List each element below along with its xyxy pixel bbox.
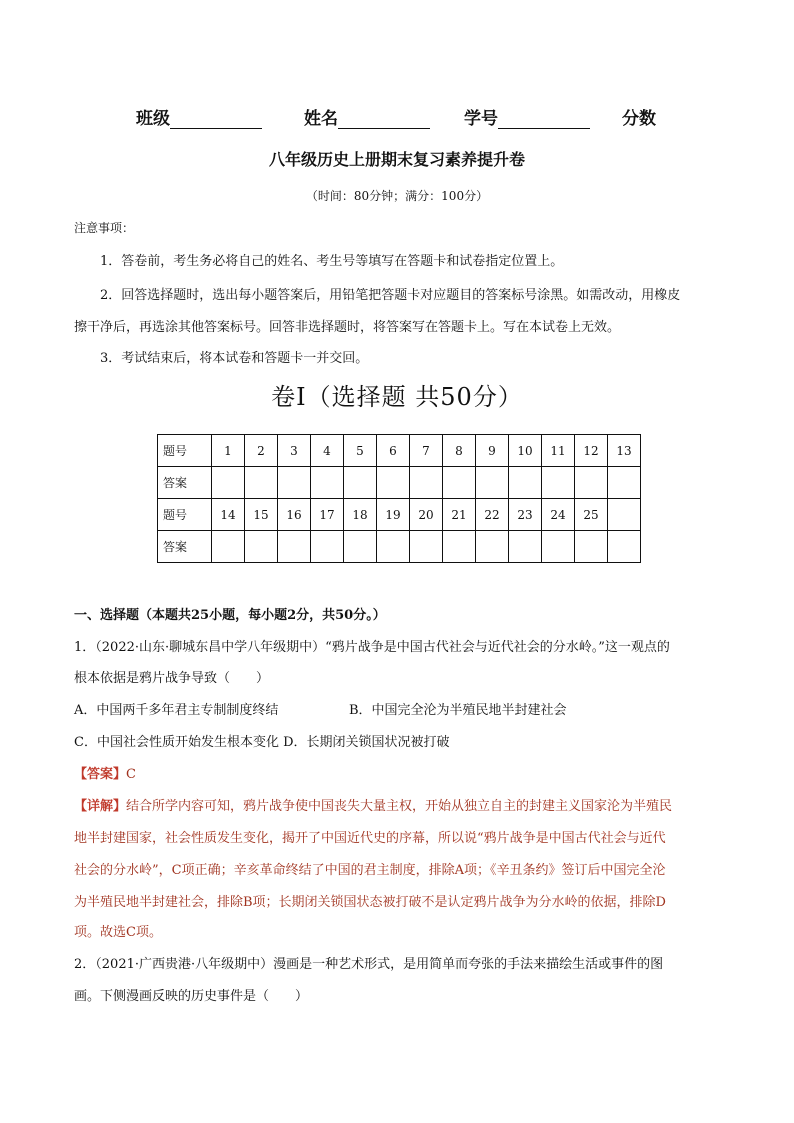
grid-number-cell: 14 [212,499,245,531]
section-title: 卷Ⅰ（选择题 共50分） [271,383,523,411]
name-field[interactable] [304,104,430,129]
grid-number-cell [608,499,641,531]
grid-number-cell: 21 [443,499,476,531]
grid-number-cell: 24 [542,499,575,531]
grid-answer-cell[interactable] [245,467,278,499]
grid-number-cell: 13 [608,435,641,467]
q1-stem-line1: 1．（2022·山东·聊城东昌中学八年级期中）“鸦片战争是中国古代社会与近代社会的分水岭。”这一观点的 [74,640,670,655]
grid-number-cell: 23 [509,499,542,531]
grid-row-label: 答案 [158,531,212,563]
notice-item-3: 3．考试结束后，将本试卷和答题卡一并交回。 [100,351,369,366]
grid-number-cell: 12 [575,435,608,467]
grid-number-cell: 8 [443,435,476,467]
notice-item-2-cont: 擦干净后，再选涂其他答案标号。回答非选择题时，将答案写在答题卡上。写在本试卷上无效。 [74,320,621,335]
name-blank[interactable] [338,112,430,129]
header-info-row [0,104,794,130]
q1-detail-line2: 地半封建国家，社会性质发生变化，揭开了中国近代史的序幕，所以说“鸦片战争是中国古代社会与近代 [74,831,666,846]
answer-label: 【答案】 [74,767,127,782]
grid-answer-cell[interactable] [608,531,641,563]
grid-number-row-2 [158,499,641,531]
grid-number-cell: 10 [509,435,542,467]
grid-answer-cell[interactable] [212,467,245,499]
grid-answer-cell[interactable] [212,531,245,563]
class-field[interactable] [136,104,262,129]
grid-answer-cell[interactable] [542,467,575,499]
answer-grid [157,434,641,563]
grid-number-cell: 15 [245,499,278,531]
class-label: 班级 [136,109,170,129]
grid-answer-cell[interactable] [575,531,608,563]
grid-number-cell: 5 [344,435,377,467]
class-blank[interactable] [170,112,262,129]
grid-number-cell: 18 [344,499,377,531]
grid-number-cell: 20 [410,499,443,531]
grid-answer-cell[interactable] [377,467,410,499]
grid-number-cell: 7 [410,435,443,467]
grid-answer-cell[interactable] [344,467,377,499]
exam-title: 八年级历史上册期末复习素养提升卷 [268,150,525,169]
grid-answer-row-1 [158,467,641,499]
exam-subtitle: （时间：80分钟；满分：100分） [305,189,489,203]
grid-answer-cell[interactable] [608,467,641,499]
grid-answer-cell[interactable] [278,467,311,499]
grid-number-row-1 [158,435,641,467]
detail-text: 结合所学内容可知，鸦片战争使中国丧失大量主权，开始从独立自主的封建主义国家沦为半殖民 [126,799,673,814]
grid-number-cell: 22 [476,499,509,531]
grid-number-cell: 17 [311,499,344,531]
grid-number-cell: 3 [278,435,311,467]
grid-number-cell: 25 [575,499,608,531]
name-label: 姓名 [304,109,338,129]
grid-number-cell: 16 [278,499,311,531]
q2-stem-line2: 画。下侧漫画反映的历史事件是（ ） [74,989,309,1004]
grid-answer-cell[interactable] [344,531,377,563]
q1-stem-line2: 根本依据是鸦片战争导致（ ） [74,671,270,686]
grid-answer-cell[interactable] [410,531,443,563]
grid-answer-cell[interactable] [542,531,575,563]
grid-row-label: 题号 [158,499,212,531]
grid-answer-cell[interactable] [443,531,476,563]
grid-answer-cell[interactable] [377,531,410,563]
q1-detail-line5: 项。故选C项。 [74,925,162,940]
q1-option-cd: C．中国社会性质开始发生根本变化 D．长期闭关锁国状况被打破 [74,735,450,750]
grid-answer-cell[interactable] [311,467,344,499]
grid-answer-cell[interactable] [311,531,344,563]
q1-option-b: B．中国完全沦为半殖民地半封建社会 [349,703,567,718]
grid-number-cell: 11 [542,435,575,467]
grid-number-cell: 2 [245,435,278,467]
grid-number-cell: 6 [377,435,410,467]
grid-answer-cell[interactable] [476,531,509,563]
grid-answer-cell[interactable] [575,467,608,499]
part1-title: 一、选择题（本题共25小题，每小题2分，共50分。） [74,608,386,623]
student-no-field[interactable] [464,104,590,129]
answer-value: C [126,767,136,782]
grid-row-label: 题号 [158,435,212,467]
q1-detail-line1 [74,795,794,814]
grid-answer-cell[interactable] [278,531,311,563]
q1-option-a: A．中国两千多年君主专制制度终结 [74,703,279,718]
notice-item-2: 2．回答选择题时，选出每小题答案后，用铅笔把答题卡对应题目的答案标号涂黑。如需改动，用橡皮 [100,288,681,303]
detail-label: 【详解】 [74,799,127,814]
grid-answer-cell[interactable] [443,467,476,499]
score-label: 分数 [622,109,656,129]
q1-detail-line3: 社会的分水岭”，C项正确；辛亥革命终结了中国的君主制度，排除A项；《辛丑条约》签订后中国完全沦 [74,863,666,878]
q1-detail-line4: 为半殖民地半封建社会，排除B项；长期闭关锁国状态被打破不是认定鸦片战争为分水岭的依据，排除D [74,895,666,910]
student-no-label: 学号 [464,109,498,129]
grid-number-cell: 9 [476,435,509,467]
grid-answer-cell[interactable] [245,531,278,563]
grid-answer-cell[interactable] [476,467,509,499]
notice-item-1: 1．答卷前，考生务必将自己的姓名、考生号等填写在答题卡和试卷指定位置上。 [100,254,564,269]
grid-row-label: 答案 [158,467,212,499]
grid-answer-row-2 [158,531,641,563]
q2-stem-line1: 2．（2021·广西贵港·八年级期中）漫画是一种艺术形式，是用简单而夸张的手法来描绘生活或事件的图 [74,957,664,972]
student-no-blank[interactable] [498,112,590,129]
notice-heading: 注意事项： [74,221,135,235]
grid-answer-cell[interactable] [509,467,542,499]
q1-answer [74,763,794,782]
grid-answer-cell[interactable] [410,467,443,499]
grid-number-cell: 4 [311,435,344,467]
grid-answer-cell[interactable] [509,531,542,563]
grid-number-cell: 1 [212,435,245,467]
grid-number-cell: 19 [377,499,410,531]
